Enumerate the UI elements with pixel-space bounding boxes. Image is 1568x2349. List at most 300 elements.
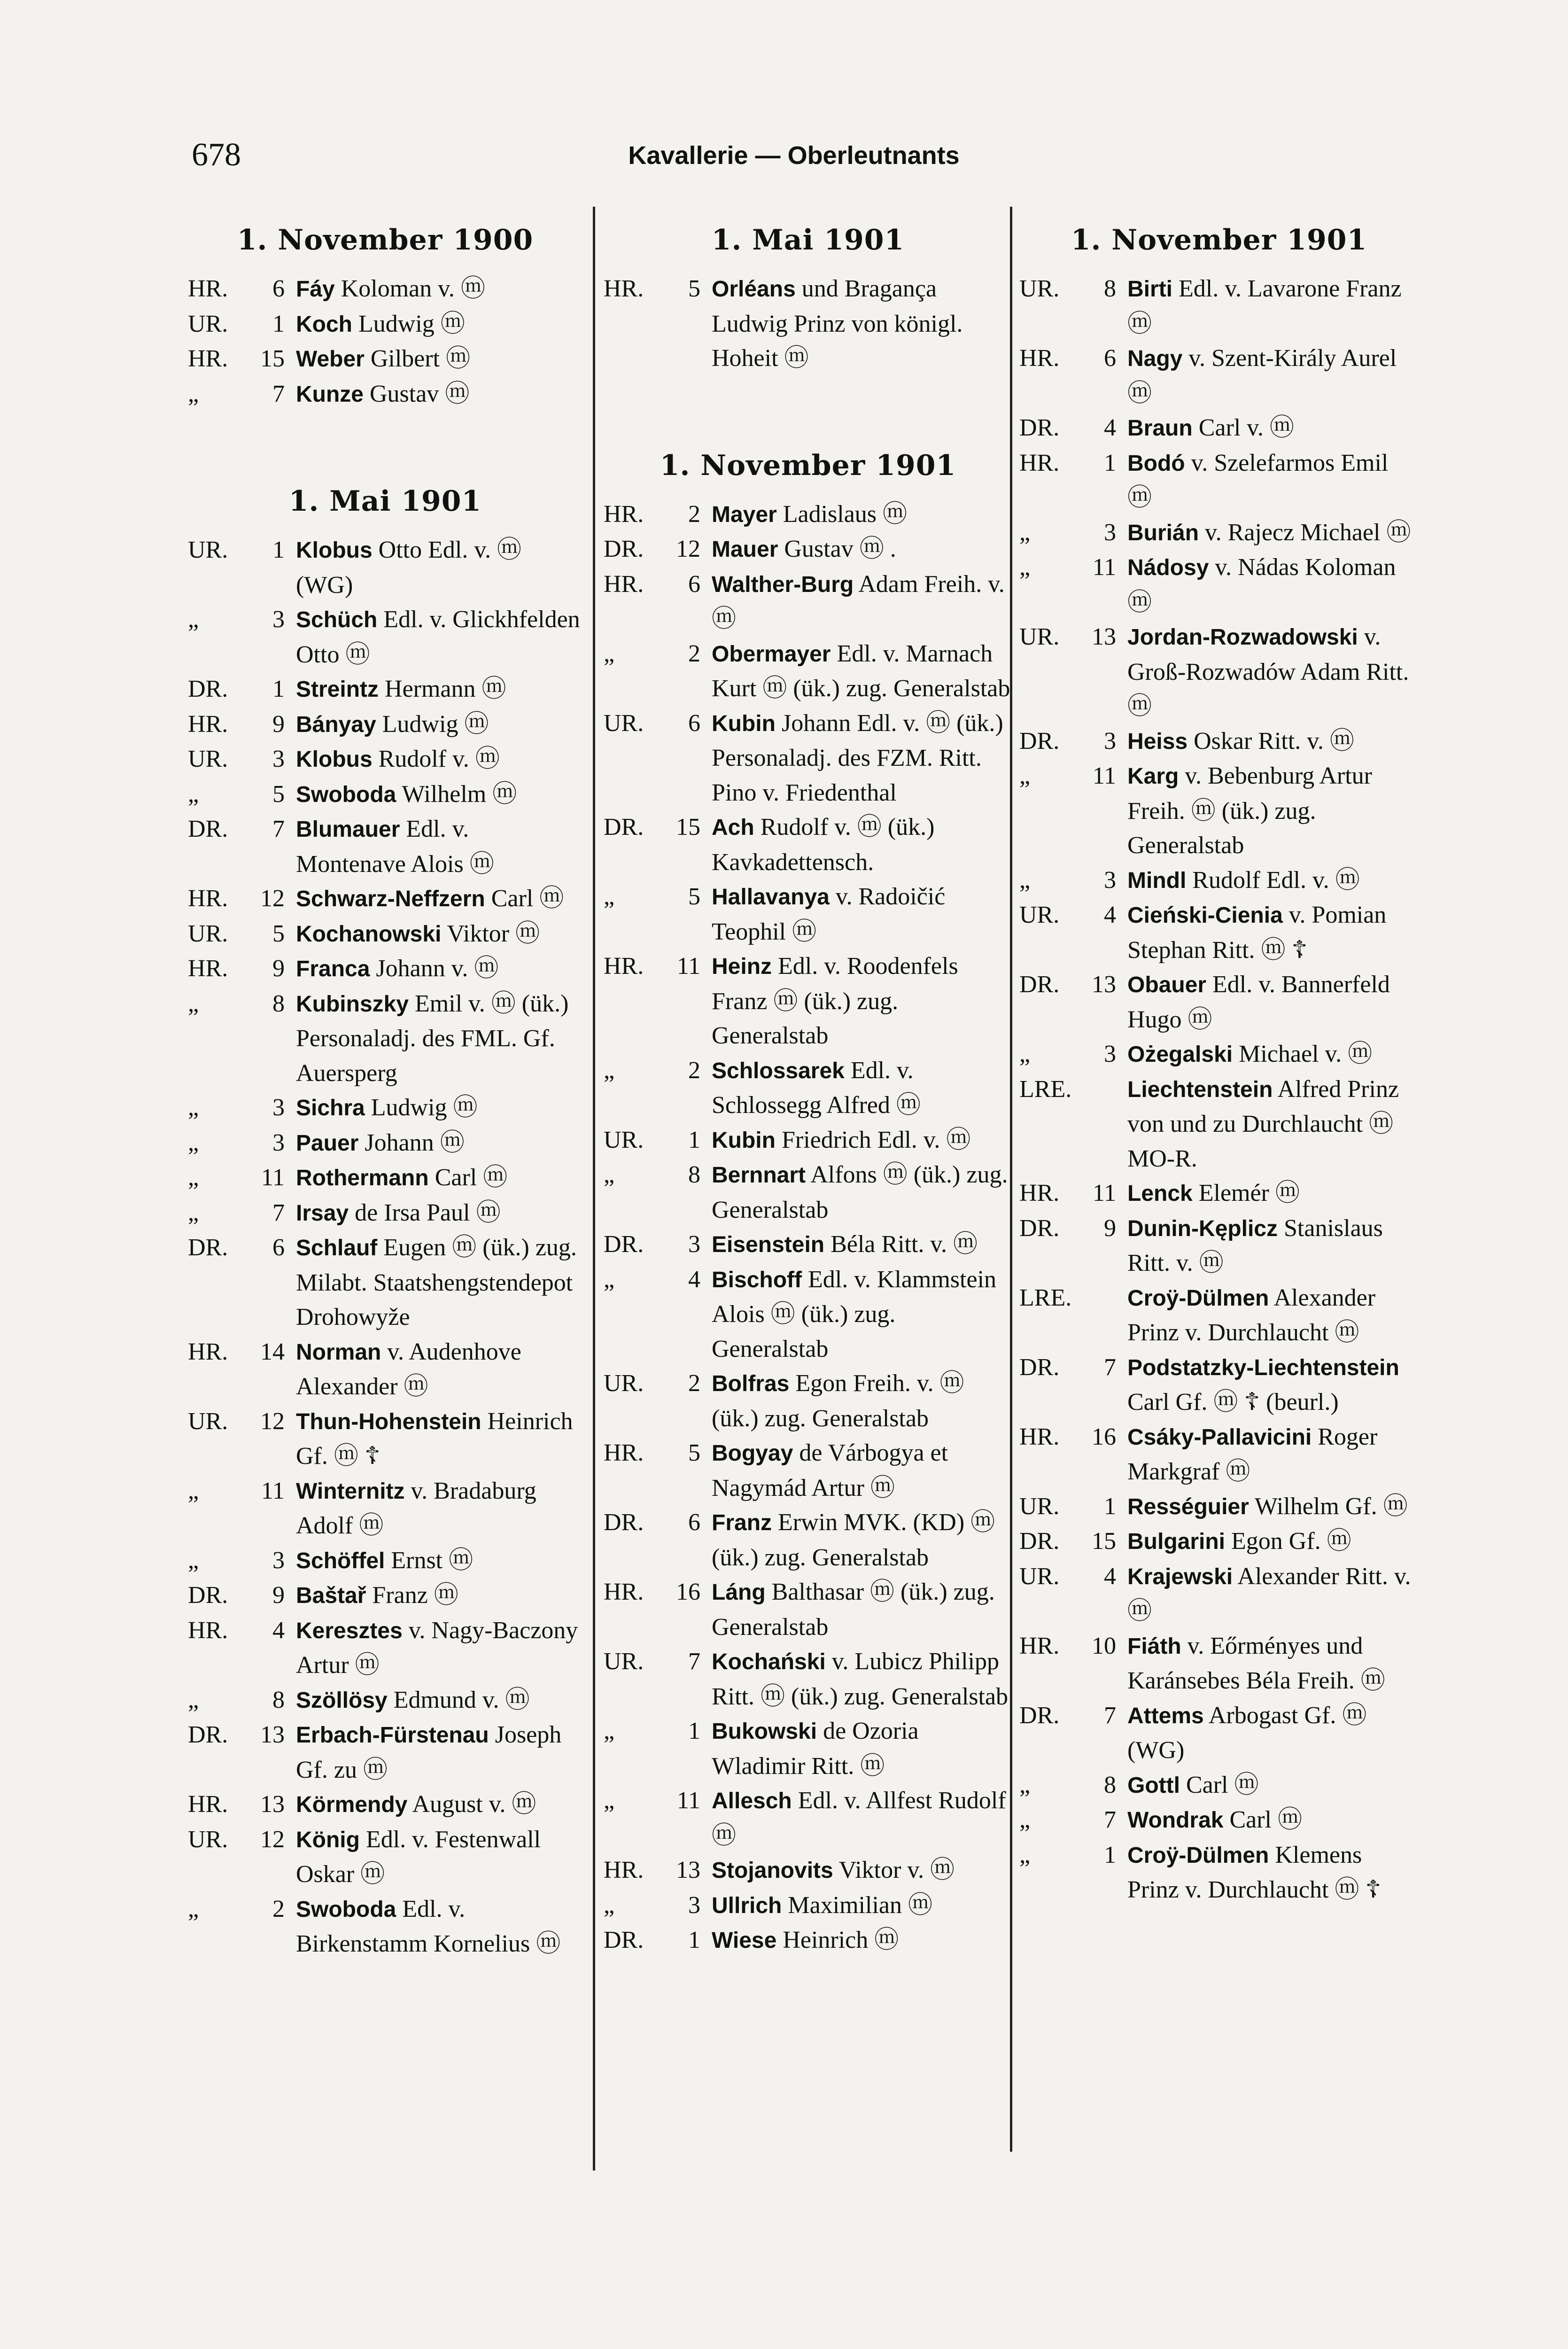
officer-details: v. Nádas Koloman ⓜ xyxy=(1127,554,1396,616)
officer-text xyxy=(712,272,1012,376)
officer-surname: Braun xyxy=(1127,416,1193,441)
officer-surname: Krajewski xyxy=(1127,1564,1233,1589)
regiment-type: „ xyxy=(604,1718,615,1744)
regiment-type: UR. xyxy=(188,1826,228,1853)
officer-surname: Ach xyxy=(712,815,754,840)
officer-surname: Rességuier xyxy=(1127,1494,1249,1519)
officer-details: Egon Gf. ⓜ xyxy=(1231,1528,1351,1555)
officer-details: Alexander Ritt. v. ⓜ xyxy=(1127,1563,1411,1625)
officer-text xyxy=(1127,1176,1419,1211)
officer-text xyxy=(1127,1629,1419,1698)
regiment-number: 4 xyxy=(1104,1563,1116,1590)
officer-entry xyxy=(188,272,582,307)
officer-entry xyxy=(188,602,582,672)
officer-text xyxy=(1127,898,1419,967)
regiment-type: DR. xyxy=(1019,1353,1060,1381)
officer-text xyxy=(1127,1072,1419,1176)
officer-details: v. Lubicz Philipp Ritt. ⓜ (ük.) zug. Generalstab xyxy=(712,1648,1009,1710)
officer-details: Edl. v. Bannerfeld Hugo ⓜ xyxy=(1127,971,1390,1033)
regiment-number: 8 xyxy=(272,1686,285,1713)
regiment-type: „ xyxy=(188,990,199,1017)
regiment-type: „ xyxy=(604,1057,615,1084)
officer-surname: Obauer xyxy=(1127,972,1207,997)
officer-details: Gustav ⓜ . xyxy=(784,536,896,562)
officer-details: Edmund v. ⓜ xyxy=(393,1686,530,1713)
regiment-number: 6 xyxy=(272,1234,285,1261)
regiment-number: 3 xyxy=(688,1231,700,1258)
officer-text xyxy=(296,987,582,1091)
regiment-type: HR. xyxy=(604,275,644,302)
officer-details: Gilbert ⓜ xyxy=(370,345,471,372)
regiment-type: HR. xyxy=(604,1439,644,1466)
officer-entry xyxy=(1019,1211,1419,1281)
regiment-type: „ xyxy=(188,780,199,808)
section-date-heading: 1. November 1901 xyxy=(1071,224,1367,257)
regiment-number: 12 xyxy=(676,536,700,562)
section-date-heading: 1. November 1900 xyxy=(237,224,534,257)
officer-details: Alfred Prinz von und zu Durchlaucht ⓜ MO-R. xyxy=(1127,1075,1399,1172)
officer-text xyxy=(712,706,1012,810)
officer-surname: Schöffel xyxy=(296,1548,385,1573)
officer-details: Edl. v. Roodenfels Franz ⓜ (ük.) zug. Generalstab xyxy=(712,953,958,1049)
officer-details: Rudolf v. ⓜ (ük.) Kavkadettensch. xyxy=(712,814,935,876)
officer-surname: Franz xyxy=(712,1510,772,1535)
officer-details: Carl Gf. ⓜ ☦ (beurl.) xyxy=(1127,1389,1339,1416)
officer-entry xyxy=(1019,724,1419,759)
regiment-type: HR. xyxy=(188,955,228,982)
officer-details: Arbogast Gf. ⓜ (WG) xyxy=(1127,1702,1367,1764)
regiment-type: UR. xyxy=(604,1370,644,1397)
officer-entry xyxy=(604,497,1012,532)
regiment-type: UR. xyxy=(1019,902,1060,928)
regiment-number: 11 xyxy=(261,1477,285,1504)
officer-text xyxy=(296,881,582,917)
officer-surname: Schwarz-Neffzern xyxy=(296,887,485,911)
officer-details: Edl. v. Klammstein Alois ⓜ (ük.) zug. Generalstab xyxy=(712,1266,997,1362)
officer-entry xyxy=(604,272,1012,376)
officer-entry xyxy=(1019,1489,1419,1525)
officer-details: Ludwig ⓜ xyxy=(358,310,465,337)
regiment-type: HR. xyxy=(188,1791,228,1818)
officer-surname: Bolfras xyxy=(712,1371,790,1396)
officer-text xyxy=(296,1474,582,1543)
officer-text xyxy=(1127,1803,1419,1838)
regiment-type: „ xyxy=(1019,1806,1031,1833)
officer-text xyxy=(296,1230,582,1335)
officer-entry xyxy=(188,812,582,881)
officer-details: v. Bradaburg Adolf ⓜ xyxy=(296,1477,536,1539)
officer-surname: Bogyay xyxy=(712,1441,793,1466)
officer-details: Rudolf v. ⓜ xyxy=(378,746,500,772)
officer-surname: Fiáth xyxy=(1127,1633,1181,1659)
officer-text xyxy=(296,672,582,707)
regiment-number: 5 xyxy=(272,920,285,947)
officer-details: Carl v. ⓜ xyxy=(1198,414,1294,441)
officer-text xyxy=(712,1436,1012,1505)
officer-surname: Lenck xyxy=(1127,1181,1193,1206)
officer-entry xyxy=(188,1335,582,1404)
officer-surname: Mauer xyxy=(712,537,778,562)
officer-text xyxy=(712,1783,1012,1853)
regiment-number: 4 xyxy=(1104,902,1116,928)
regiment-type: DR. xyxy=(1019,971,1060,998)
officer-details: Franz ⓜ xyxy=(372,1582,458,1609)
officer-text xyxy=(296,602,582,672)
regiment-number xyxy=(1085,1281,1127,1350)
officer-details: Edl. v. Birkenstamm Kornelius ⓜ xyxy=(296,1895,561,1957)
officer-details: Adam Freih. v. ⓜ xyxy=(712,570,1005,632)
regiment-number: 13 xyxy=(676,1857,700,1883)
officer-details: Béla Ritt. v. ⓜ xyxy=(831,1231,978,1258)
regiment-number: 11 xyxy=(676,953,700,980)
officer-surname: Bischoff xyxy=(712,1267,802,1292)
regiment-type: UR. xyxy=(188,1408,228,1435)
officer-details: Ladislaus ⓜ xyxy=(783,500,908,528)
officer-surname: Gottl xyxy=(1127,1773,1180,1798)
regiment-type: „ xyxy=(604,1787,615,1814)
officer-surname: König xyxy=(296,1827,360,1852)
officer-surname: Liechtenstein xyxy=(1127,1077,1273,1102)
officer-text xyxy=(296,1822,582,1892)
officer-entry xyxy=(1019,272,1419,341)
officer-details: Elemér ⓜ xyxy=(1198,1180,1300,1206)
officer-entry xyxy=(604,949,1012,1053)
regiment-type: DR. xyxy=(188,1721,228,1748)
regiment-type: LRE. xyxy=(1019,1075,1072,1103)
regiment-type: DR. xyxy=(188,676,228,702)
regiment-type: UR. xyxy=(1019,1493,1060,1520)
officer-text xyxy=(1127,446,1419,515)
officer-surname: Kubinszky xyxy=(296,991,409,1017)
officer-entry xyxy=(188,1683,582,1718)
regiment-number: 10 xyxy=(1092,1632,1116,1659)
officer-details: Stanislaus Ritt. v. ⓜ xyxy=(1127,1214,1383,1276)
officer-entry xyxy=(1019,620,1419,724)
officer-surname: Dunin-Kęplicz xyxy=(1127,1216,1278,1241)
regiment-number: 3 xyxy=(272,1129,285,1156)
regiment-number: 8 xyxy=(1104,1771,1116,1798)
officer-surname: Streintz xyxy=(296,677,379,702)
officer-details: Edl. v. Schlossegg Alfred ⓜ xyxy=(712,1057,921,1119)
officer-entry xyxy=(1019,863,1419,898)
officer-text xyxy=(712,1714,1012,1783)
officer-details: Edl. v. Marnach Kurt ⓜ (ük.) zug. Generalstab xyxy=(712,640,1010,702)
officer-entry xyxy=(1019,967,1419,1037)
regiment-number: 1 xyxy=(272,310,285,337)
officer-text xyxy=(1127,1281,1419,1350)
regiment-type: HR. xyxy=(604,1857,644,1883)
officer-entry xyxy=(1019,1803,1419,1838)
regiment-type: HR. xyxy=(188,345,228,372)
officer-text xyxy=(1127,1211,1419,1281)
regiment-number: 11 xyxy=(261,1164,285,1191)
officer-details: v. Radoičić Teophil ⓜ xyxy=(712,883,946,945)
officer-surname: Walther-Burg xyxy=(712,572,854,597)
regiment-number: 1 xyxy=(688,1126,700,1153)
page-number: 678 xyxy=(192,137,241,173)
officer-entry xyxy=(188,951,582,987)
regiment-type: UR. xyxy=(1019,623,1060,650)
officer-details: de Várbogya et Nagymád Artur ⓜ xyxy=(712,1439,948,1501)
regiment-number: 2 xyxy=(688,640,700,667)
regiment-type: UR. xyxy=(188,310,228,337)
officer-details: Carl ⓜ xyxy=(1229,1806,1302,1833)
officer-details: Egon Freih. v. ⓜ (ük.) zug. Generalstab xyxy=(712,1370,964,1432)
officer-entry xyxy=(188,1543,582,1579)
officer-details: Heinrich ⓜ xyxy=(783,1927,899,1953)
officer-entry xyxy=(188,1787,582,1822)
roster-section xyxy=(604,395,1012,1958)
officer-details: Alfons ⓜ (ük.) zug. Generalstab xyxy=(712,1161,1008,1223)
officer-details: Koloman v. ⓜ xyxy=(341,275,485,302)
officer-surname: Kochański xyxy=(712,1649,826,1674)
officer-details: Klemens Prinz v. Durchlaucht ⓜ ☦ xyxy=(1127,1841,1382,1903)
officer-surname: Mayer xyxy=(712,502,777,527)
officer-text xyxy=(1127,1559,1419,1629)
regiment-number: 1 xyxy=(1104,1493,1116,1520)
regiment-number: 8 xyxy=(1104,275,1116,302)
officer-details: de Irsa Paul ⓜ xyxy=(355,1199,501,1226)
officer-surname: Sichra xyxy=(296,1096,365,1120)
regiment-number: 3 xyxy=(1104,866,1116,894)
officer-entry xyxy=(188,917,582,952)
officer-text xyxy=(296,1578,582,1613)
regiment-type: UR. xyxy=(604,1648,644,1675)
officer-surname: Stojanovits xyxy=(712,1858,833,1883)
officer-entry xyxy=(1019,1524,1419,1559)
officer-surname: Croÿ-Dülmen xyxy=(1127,1285,1269,1311)
officer-entry xyxy=(604,1227,1012,1262)
officer-text xyxy=(712,1158,1012,1227)
regiment-type: HR. xyxy=(188,710,228,738)
officer-details: v. Nagy-Baczony Artur ⓜ xyxy=(296,1617,578,1679)
officer-text xyxy=(712,879,1012,949)
officer-details: Maximilian ⓜ xyxy=(788,1891,933,1919)
regiment-number: 1 xyxy=(272,676,285,702)
officer-text xyxy=(1127,1420,1419,1489)
officer-text xyxy=(712,1644,1012,1714)
officer-surname: Bodó xyxy=(1127,451,1185,476)
regiment-number: 16 xyxy=(676,1579,700,1605)
regiment-number: 4 xyxy=(1104,414,1116,441)
officer-entry xyxy=(188,1474,582,1543)
officer-text xyxy=(712,567,1012,637)
officer-surname: Bernnart xyxy=(712,1163,806,1188)
regiment-number: 7 xyxy=(272,1199,285,1226)
officer-details: Edl. v. Montenave Alois ⓜ xyxy=(296,816,494,878)
officer-surname: Swoboda xyxy=(296,1897,396,1922)
officer-entry xyxy=(188,881,582,917)
regiment-number: 3 xyxy=(272,606,285,633)
officer-details: Johann Edl. v. ⓜ (ük.) Personaladj. des FZM. Ritt. Pino v. Friedenthal xyxy=(712,709,1003,806)
officer-entry xyxy=(604,1888,1012,1923)
officer-text xyxy=(1127,515,1419,551)
regiment-type: UR. xyxy=(188,920,228,947)
officer-surname: Thun-Hohenstein xyxy=(296,1409,481,1434)
regiment-number: 1 xyxy=(1104,1841,1116,1868)
regiment-type: „ xyxy=(604,1161,615,1188)
regiment-type: „ xyxy=(1019,866,1031,894)
regiment-type: DR. xyxy=(188,1582,228,1609)
officer-entry xyxy=(188,742,582,777)
officer-entry xyxy=(604,810,1012,879)
officer-entry xyxy=(1019,341,1419,411)
officer-surname: Mindl xyxy=(1127,868,1187,893)
regiment-type: DR. xyxy=(1019,1528,1060,1555)
officer-surname: Eisenstein xyxy=(712,1232,825,1257)
regiment-number: 7 xyxy=(1104,1702,1116,1729)
officer-entry xyxy=(1019,1072,1419,1176)
column-3 xyxy=(1019,221,1419,1926)
officer-surname: Ullrich xyxy=(712,1893,782,1918)
officer-entry xyxy=(604,1436,1012,1505)
officer-details: Edl. v. Festenwall Oskar ⓜ xyxy=(296,1826,541,1888)
regiment-number: 2 xyxy=(272,1895,285,1922)
regiment-number: 15 xyxy=(1092,1528,1116,1555)
regiment-type: „ xyxy=(604,640,615,667)
regiment-number: 6 xyxy=(688,570,700,598)
officer-text xyxy=(296,1404,582,1474)
roster-section xyxy=(188,224,582,412)
regiment-number: 1 xyxy=(272,537,285,563)
officer-surname: Croÿ-Dülmen xyxy=(1127,1843,1269,1868)
regiment-type: UR. xyxy=(188,537,228,563)
officer-details: Joseph Gf. zu ⓜ xyxy=(296,1721,562,1783)
officer-surname: Kochanowski xyxy=(296,921,442,947)
officer-surname: Schüch xyxy=(296,607,378,632)
regiment-number: 6 xyxy=(1104,345,1116,372)
regiment-type: DR. xyxy=(188,816,228,842)
officer-text xyxy=(712,1575,1012,1644)
regiment-type: DR. xyxy=(604,536,644,562)
regiment-type: HR. xyxy=(1019,1180,1060,1206)
regiment-type: DR. xyxy=(1019,1702,1060,1729)
officer-details: v. Eőrményes und Karánsebes Béla Freih. ⓜ xyxy=(1127,1632,1385,1694)
officer-text xyxy=(712,1888,1012,1923)
regiment-type: HR. xyxy=(1019,345,1060,372)
officer-details: Balthasar ⓜ (ük.) zug. Generalstab xyxy=(712,1579,995,1641)
regiment-type: DR. xyxy=(188,1234,228,1261)
officer-surname: Heiss xyxy=(1127,729,1188,754)
roster-section xyxy=(604,224,1012,376)
officer-text xyxy=(712,810,1012,879)
officer-details: Oskar Ritt. v. ⓜ xyxy=(1194,727,1354,754)
regiment-type: HR. xyxy=(188,885,228,912)
regiment-type: DR. xyxy=(1019,1214,1060,1242)
officer-surname: Burián xyxy=(1127,520,1199,545)
regiment-number: 6 xyxy=(688,1509,700,1536)
regiment-type: UR. xyxy=(604,1126,644,1153)
regiment-type: „ xyxy=(1019,554,1031,581)
officer-surname: Swoboda xyxy=(296,782,396,807)
officer-surname: Blumauer xyxy=(296,817,400,842)
regiment-number: 15 xyxy=(260,345,285,372)
officer-text xyxy=(712,1923,1012,1958)
officer-entry xyxy=(188,1126,582,1161)
regiment-type: HR. xyxy=(188,1338,228,1365)
officer-entry xyxy=(604,1853,1012,1888)
officer-entry xyxy=(188,377,582,412)
officer-text xyxy=(712,1123,1012,1158)
regiment-number: 12 xyxy=(260,1826,285,1853)
officer-text xyxy=(296,742,582,777)
officer-text xyxy=(296,377,582,412)
section-date-heading: 1. Mai 1901 xyxy=(711,224,905,257)
officer-text xyxy=(1127,620,1419,724)
officer-surname: Birti xyxy=(1127,277,1172,302)
officer-details: Wilhelm Gf. ⓜ xyxy=(1254,1493,1408,1520)
section-date-heading: 1. Mai 1901 xyxy=(288,485,482,518)
regiment-number: 14 xyxy=(260,1338,285,1365)
officer-surname: Körmendy xyxy=(296,1792,408,1817)
officer-entry xyxy=(1019,515,1419,551)
officer-text xyxy=(1127,863,1419,898)
officer-text xyxy=(1127,411,1419,446)
officer-entry xyxy=(1019,1281,1419,1350)
regiment-number: 5 xyxy=(272,780,285,808)
officer-text xyxy=(1127,1698,1419,1768)
regiment-type: UR. xyxy=(1019,275,1060,302)
regiment-number: 13 xyxy=(1092,623,1116,650)
regiment-number: 8 xyxy=(272,990,285,1017)
regiment-type: „ xyxy=(604,883,615,910)
officer-entry xyxy=(1019,1559,1419,1629)
officer-surname: Nagy xyxy=(1127,346,1183,371)
officer-entry xyxy=(1019,759,1419,863)
regiment-number xyxy=(1085,1072,1127,1176)
roster-section xyxy=(188,430,582,1961)
officer-surname: Obermayer xyxy=(712,641,831,667)
officer-text xyxy=(296,777,582,812)
regiment-type: „ xyxy=(1019,519,1031,546)
officer-text xyxy=(1127,272,1419,341)
officer-text xyxy=(296,1787,582,1822)
officer-details: Michael v. ⓜ xyxy=(1239,1041,1373,1067)
regiment-type: DR. xyxy=(604,1509,644,1536)
officer-entry xyxy=(1019,1037,1419,1072)
regiment-number: 7 xyxy=(1104,1353,1116,1381)
regiment-type: HR. xyxy=(1019,449,1060,476)
officer-details: August v. ⓜ xyxy=(412,1791,536,1818)
officer-details: v. Pomian Stephan Ritt. ⓜ ☦ xyxy=(1127,902,1387,964)
officer-surname: Szöllösy xyxy=(296,1688,388,1713)
regiment-type: DR. xyxy=(604,1231,644,1258)
officer-surname: Attems xyxy=(1127,1703,1204,1728)
regiment-type: „ xyxy=(188,1477,199,1504)
regiment-type: UR. xyxy=(1019,1563,1060,1590)
regiment-number: 7 xyxy=(1104,1806,1116,1833)
regiment-type: „ xyxy=(188,1547,199,1574)
regiment-type: HR. xyxy=(1019,1632,1060,1659)
regiment-number: 3 xyxy=(272,1547,285,1574)
regiment-type: DR. xyxy=(1019,414,1060,441)
officer-details: Gustav ⓜ xyxy=(370,380,470,407)
officer-surname: Koch xyxy=(296,311,352,337)
officer-entry xyxy=(604,1262,1012,1367)
officer-surname: Nádosy xyxy=(1127,555,1209,580)
officer-text xyxy=(1127,1524,1419,1559)
officer-entry xyxy=(1019,1420,1419,1489)
officer-entry xyxy=(604,567,1012,637)
section-date-heading: 1. November 1901 xyxy=(660,449,956,482)
officer-entry xyxy=(604,1644,1012,1714)
regiment-type: DR. xyxy=(1019,727,1060,754)
regiment-type: „ xyxy=(1019,1841,1031,1868)
regiment-number: 3 xyxy=(1104,727,1116,754)
regiment-type: „ xyxy=(188,1199,199,1226)
officer-surname: Kunze xyxy=(296,381,364,407)
officer-details: Wilhelm ⓜ xyxy=(402,780,517,808)
